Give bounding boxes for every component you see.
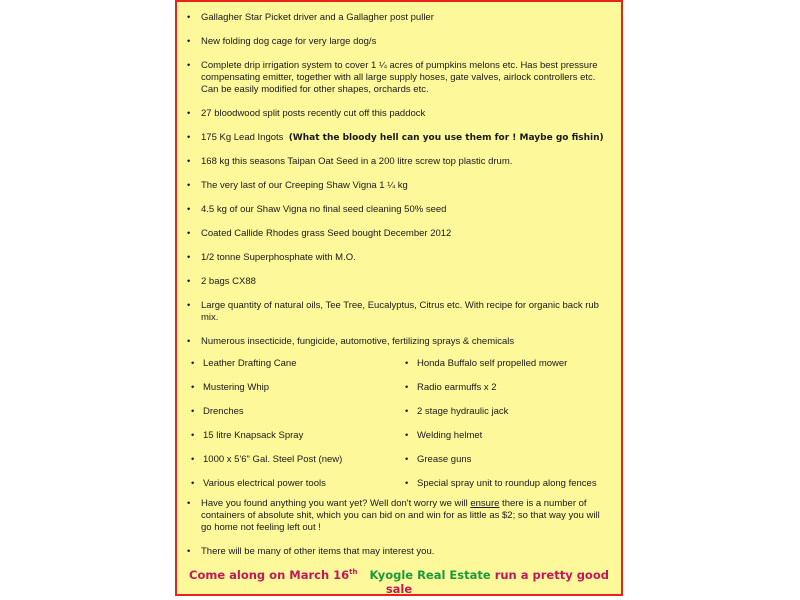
bullet: • [187,336,191,347]
right-column-item: • Honda Buffalo self propelled mower [405,358,568,369]
bullet: • [187,252,191,263]
bullet: • [191,430,195,441]
left-column-item: • Various electrical power tools [191,478,326,489]
closing-item [187,498,607,534]
right-column-item: • Welding helmet [405,430,483,441]
bullet: • [405,478,409,489]
list-item: • Numerous insecticide, fungicide, automotive, fertilizing sprays & chemicals [187,336,515,347]
footer-date-suffix: th [349,568,358,577]
bullet: • [191,358,195,369]
bullet: • [405,406,409,417]
bullet: • [191,478,195,489]
last-item: • There will be many of other items that may interest you. [187,546,435,557]
bullet: • [405,430,409,441]
bullet: • [187,132,191,143]
list-item: • Large quantity of natural oils, Tee Tree, Eucalyptus, Citrus etc. With recipe for organic back rub mix. [187,300,599,323]
list-item [187,132,607,144]
list-item: • 2 bags CX88 [187,276,256,287]
closing-text-after: there is a number of containers of absolute shit, which you can bid on and win for as little as $2; so that way you will go home not feeling left out ! [201,498,600,533]
right-column-item: • 2 stage hydraulic jack [405,406,509,417]
bullet: • [191,406,195,417]
list-item: • New folding dog cage for very large dog/s [187,36,377,47]
list-item: • 1/2 tonne Superphosphate with M.O. [187,252,356,263]
bullet: • [191,382,195,393]
auction-flyer [175,0,623,596]
bullet: • [187,276,191,287]
footer-slogan [177,568,621,596]
bullet: • [187,546,191,557]
bullet: • [187,156,191,167]
left-column-item: • Mustering Whip [191,382,269,393]
list-item: • 27 bloodwood split posts recently cut off this paddock [187,108,426,119]
right-column-item: • Grease guns [405,454,472,465]
right-column-item: • Radio earmuffs x 2 [405,382,497,393]
closing-text-before: Have you found anything you want yet? Well don't worry we will [201,498,471,509]
bullet: • [405,382,409,393]
left-column-item: • 15 litre Knapsack Spray [191,430,304,441]
bullet: • [187,60,191,71]
footer-date: Come along on March 16 [189,568,350,582]
bullet: • [187,204,191,215]
bullet: • [405,454,409,465]
bullet: • [187,36,191,47]
footer-tagline: run a pretty good sale [385,568,609,596]
closing-underlined: ensure [470,498,500,509]
bullet: • [405,358,409,369]
bullet: • [187,228,191,239]
bullet: • [187,300,191,311]
left-column-item: • Leather Drafting Cane [191,358,297,369]
list-item: • Complete drip irrigation system to cover 1 ¼ acres of pumpkins melons etc. Has best pressure compensating emitter, together with all large supply hoses, gate valves, airlock controllers etc. Can be easily modified for other shapes, orchards etc. [187,60,598,95]
list-item: • The very last of our Creeping Shaw Vigna 1 ¼ kg [187,180,408,191]
list-item: • 4.5 kg of our Shaw Vigna no final seed cleaning 50% seed [187,204,447,215]
left-column-item: • 1000 x 5'6" Gal. Steel Post (new) [191,454,343,465]
right-column-item: • Special spray unit to roundup along fences [405,478,597,489]
bullet: • [187,180,191,191]
left-column-item: • Drenches [191,406,244,417]
bullet: • [187,12,191,23]
bullet: • [191,454,195,465]
footer-agency: Kyogle Real Estate [369,568,491,582]
list-item: • 168 kg this seasons Taipan Oat Seed in a 200 litre screw top plastic drum. [187,156,513,167]
list-item: • Gallagher Star Picket driver and a Gallagher post puller [187,12,434,23]
item-text: 175 Kg Lead Ingots [201,132,284,143]
handwritten-note: (What the bloody hell can you use them for ! Maybe go fishin) [288,133,604,143]
bullet: • [187,498,191,509]
bullet: • [187,108,191,119]
list-item: • Coated Callide Rhodes grass Seed bought December 2012 [187,228,452,239]
